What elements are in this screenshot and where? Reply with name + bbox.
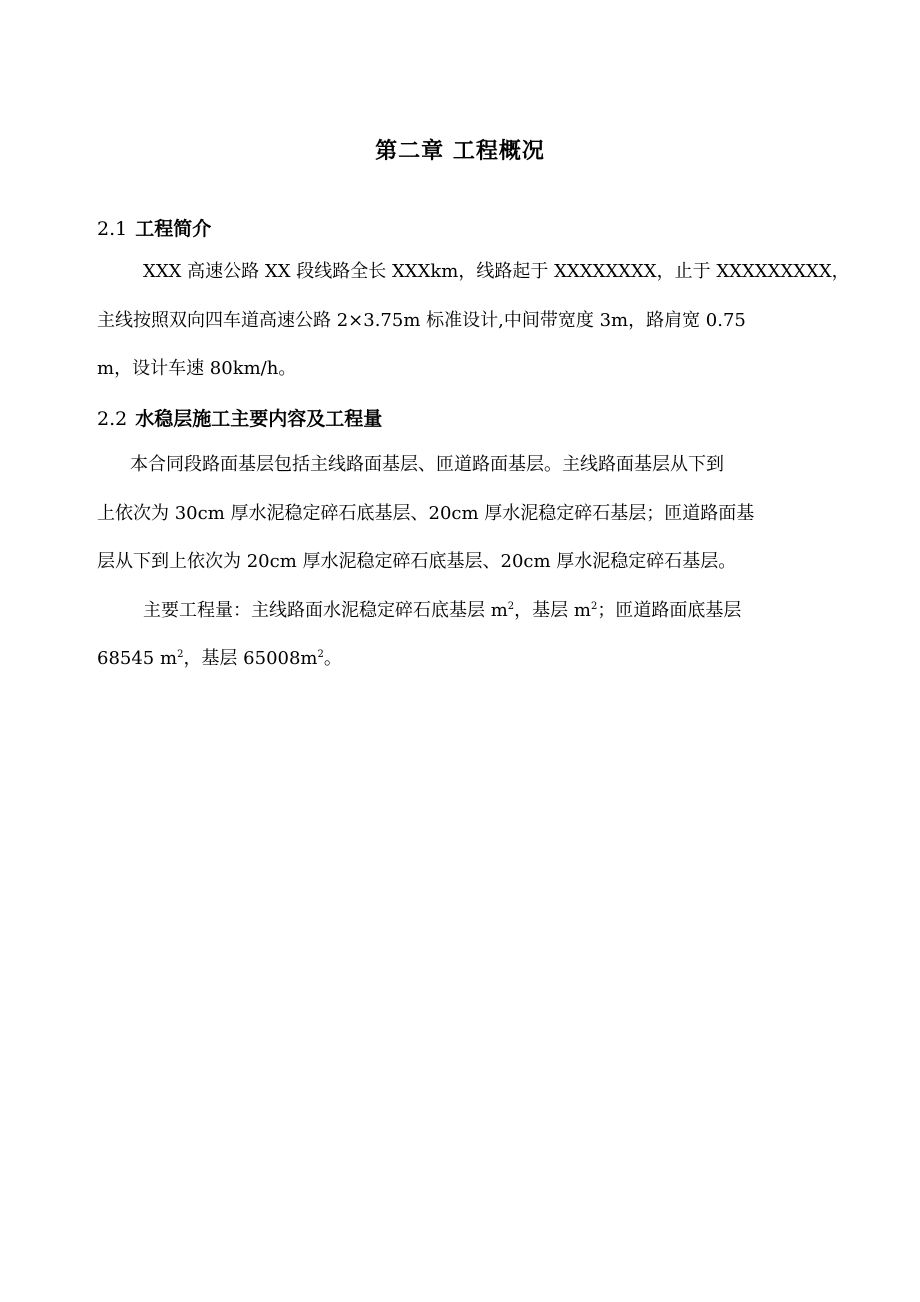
text-run: 68545 m — [97, 648, 178, 669]
section-title: 工程简介 — [135, 218, 212, 240]
paragraph-line: 上依次为 30cm 厚水泥稳定碎石底基层、20cm 厚水泥稳定碎石基层；匝道路面基 — [97, 503, 755, 524]
superscript: 2 — [177, 649, 184, 660]
section-heading-2-2 — [97, 404, 382, 431]
superscript: 2 — [507, 601, 515, 612]
section-title: 水稳层施工主要内容及工程量 — [135, 408, 383, 430]
superscript: 2 — [317, 649, 324, 660]
superscript: 2 — [590, 601, 598, 612]
paragraph-line: m，设计车速 80km/h。 — [97, 358, 297, 379]
section-number: 2.2 — [97, 408, 128, 430]
text-run: ，基层 65008m — [183, 648, 318, 669]
chapter-title: 第二章 工程概况 — [375, 139, 545, 164]
section-heading-2-1 — [97, 214, 211, 241]
paragraph-line: XXX 高速公路 XX 段线路全长 XXXkm，线路起于 XXXXXXXX，止于 XXXXXXXXX， — [143, 261, 850, 282]
section-number: 2.1 — [97, 218, 128, 240]
text-run: 。 — [323, 648, 342, 669]
paragraph-line — [97, 647, 857, 671]
paragraph-line — [143, 599, 903, 623]
text-run: ，基层 m — [514, 600, 591, 621]
text-run: 主要工程量：主线路面水泥稳定碎石底基层 m — [143, 600, 508, 621]
paragraph-line: 本合同段路面基层包括主线路面基层、匝道路面基层。主线路面基层从下到 — [130, 454, 724, 475]
paragraph-line: 主线按照双向四车道高速公路 2×3.75m 标准设计,中间带宽度 3m，路肩宽 0.75 — [97, 310, 746, 331]
text-run: ；匝道路面底基层 — [597, 600, 742, 621]
paragraph-line: 层从下到上依次为 20cm 厚水泥稳定碎石底基层、20cm 厚水泥稳定碎石基层。 — [97, 551, 737, 572]
